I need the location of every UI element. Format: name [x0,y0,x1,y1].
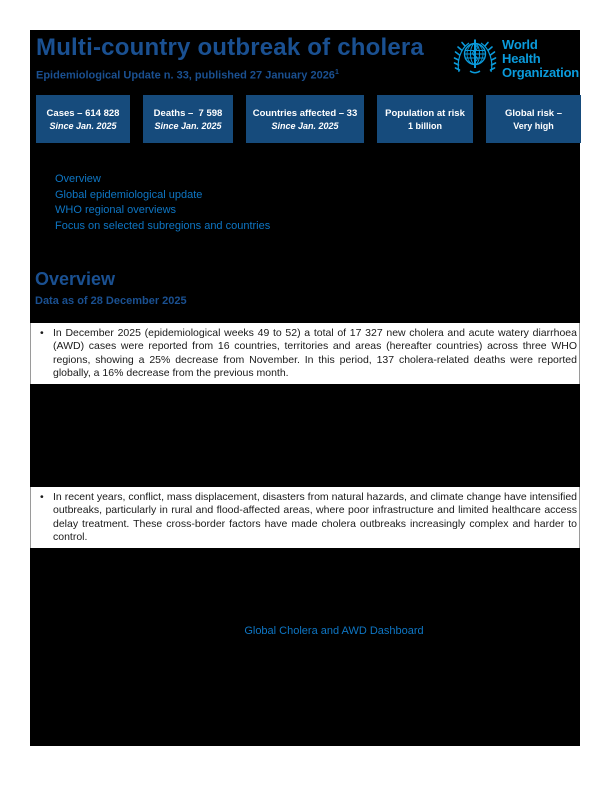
text-band-2 [0,487,612,548]
bullet-item [40,491,577,544]
document-title: Multi-country outbreak of cholera [36,34,424,61]
document-subtitle [36,69,339,82]
stat-value: Population at risk [385,107,465,119]
footnote-marker: 1 [334,69,339,76]
toc-link-focus-subregions-countries[interactable]: Focus on selected subregions and countries [55,219,271,232]
toc-link-overview[interactable]: Overview [55,173,101,185]
stat-box-countries-affected [246,95,364,143]
who-logo-text [502,38,579,80]
stat-caption: Since Jan. 2025 [271,120,339,131]
document-subtitle-text: Epidemiological Update n. 33, published 27 January 2026 [36,69,335,82]
text-band-1 [0,323,612,384]
data-as-of-label: Data as of 28 December 2025 [35,295,187,307]
stat-value: Global risk – [504,107,563,119]
section-heading-overview: Overview [35,269,116,289]
band-border-left [30,487,31,548]
band-border-right [579,323,580,384]
bullet-item [40,327,577,380]
stat-value: Countries affected – 33 [252,107,358,119]
global-cholera-dashboard-link[interactable]: Global Cholera and AWD Dashboard [244,625,424,637]
table-of-contents [55,172,270,234]
band-border-right [579,487,580,548]
band-border-left [30,323,31,384]
dashboard-link-row [0,621,612,639]
bullet-icon: • [40,491,44,503]
bullet-icon: • [40,327,44,339]
stat-caption: 1 billion [407,120,442,131]
stat-box-global-risk [486,95,581,143]
stat-caption: Very high [513,120,554,131]
stat-box-population-at-risk [377,95,473,143]
bullet-paragraph: In recent years, conflict, mass displacement, disasters from natural hazards, and climate change have intensified outbreaks, particularly in rural and flood-affected areas, where poor infrastructure and limited healthcare access delay treatment. These cross-border factors have made cholera outbreaks increasingly complex and harder to control. [53,491,577,543]
who-logo [453,37,579,81]
key-figures-row [36,95,579,143]
stat-value: Cases – 614 828 [46,107,120,119]
who-logo-line1: World Health [502,37,541,66]
stat-value: Deaths – 7 598 [153,107,223,119]
stat-box-cases [36,95,130,143]
who-emblem-icon [453,37,497,81]
who-logo-line2: Organization [502,65,580,80]
bullet-paragraph: In December 2025 (epidemiological weeks 49 to 52) a total of 17 327 new cholera and acute watery diarrhoea (AWD) cases were reported from 16 countries, territories and areas (hereafter countries) across three WHO regions, showing a 25% decrease from November. In this period, 137 cholera-related deaths were reported globally, a 16% decrease from the previous month. [53,327,577,379]
stat-box-deaths [143,95,233,143]
toc-link-who-regional-overviews[interactable]: WHO regional overviews [55,204,177,216]
stat-caption: Since Jan. 2025 [49,120,117,131]
toc-link-global-epidemiological-update[interactable]: Global epidemiological update [55,188,203,201]
stat-caption: Since Jan. 2025 [154,120,222,131]
